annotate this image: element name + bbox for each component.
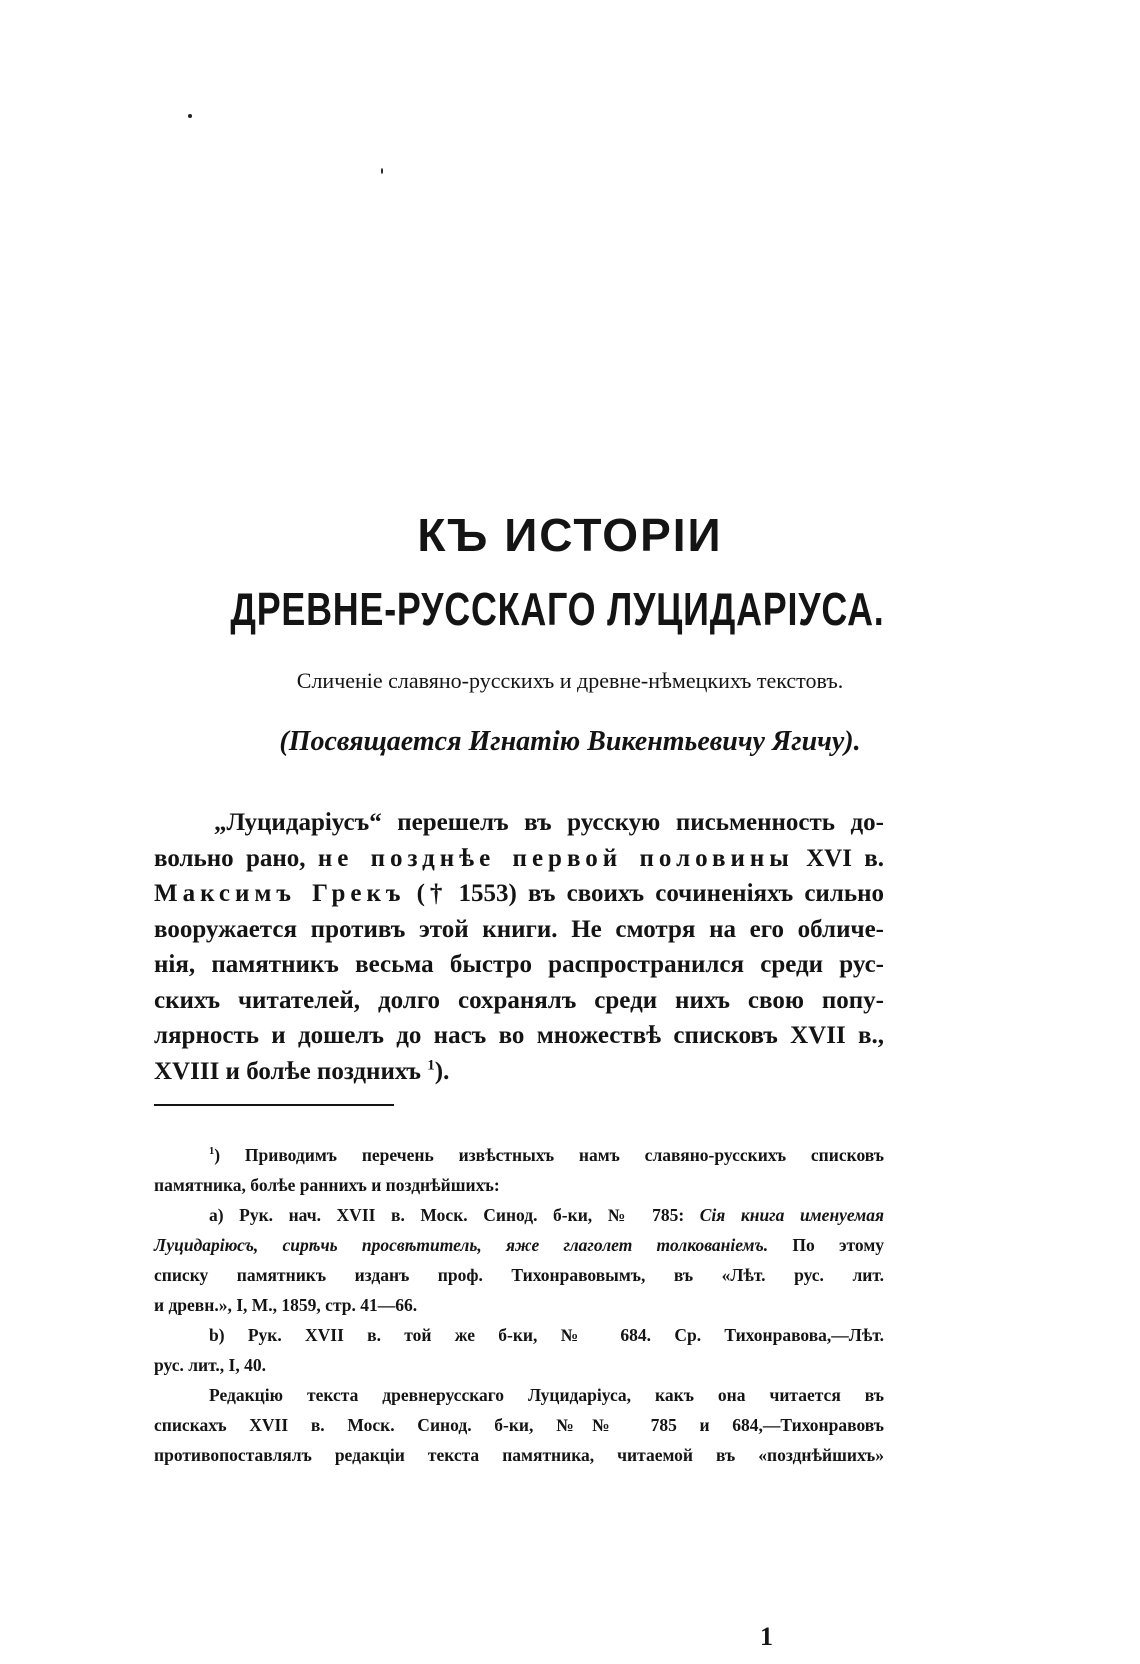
footnote-line: списку памятникъ изданъ проф. Тихонравовымъ, въ «Лѣт. рус. лит. xyxy=(154,1265,884,1285)
body-line: вооружается противъ этой книги. Не смотря на его обличе- xyxy=(154,915,884,943)
body-line-part: вольно рано, xyxy=(154,844,306,872)
body-line xyxy=(154,841,884,877)
footnote-line: спискахъ XVII в. Моск. Синод. б-ки, №№ 785 и 684,—Тихонравовъ xyxy=(154,1415,884,1435)
footnotes xyxy=(154,1140,884,1470)
footnote-line xyxy=(154,1200,884,1230)
page-number: 1 xyxy=(760,1622,773,1651)
body-line xyxy=(154,1054,884,1090)
body-line: нія, памятникъ весьма быстро распространился среди рус- xyxy=(154,951,884,978)
body-line-part: Максимъ Грекъ xyxy=(154,880,406,907)
footnote-line xyxy=(154,1230,884,1260)
footnote-marker: 1 xyxy=(209,1146,215,1158)
body-line: лярность и дошелъ до насъ во множествѣ списковъ XVII в., xyxy=(154,1022,884,1049)
footnote-reference: 1 xyxy=(427,1057,435,1074)
subtitle: Сличеніе славяно-русскихъ и древне-нѣмецкихъ текстовъ. xyxy=(296,668,844,693)
scan-speck xyxy=(188,114,192,118)
body-line-part: ). xyxy=(434,1057,450,1085)
dedication: (Посвящается Игнатію Викентьевичу Ягичу). xyxy=(279,726,861,757)
footnote-line: Редакцію текста древнерусскаго Луцидаріуса, какъ она читается въ xyxy=(209,1385,884,1405)
footnote-line: рус. лит., I, 40. xyxy=(154,1355,266,1375)
footnote-line-part: a) Рук. нач. XVII в. Моск. Синод. б-ки, № 785: xyxy=(209,1205,685,1225)
body-line-part: XVI в. xyxy=(806,844,884,872)
footnote-line xyxy=(154,1140,884,1170)
footnote-line-part: По этому xyxy=(792,1235,885,1255)
footnote-line-part: ) Приводимъ перечень извѣстныхъ намъ славяно-русскихъ списковъ xyxy=(214,1145,884,1165)
footnote-line-part: Сія книга именуемая xyxy=(699,1205,885,1225)
body-line-part: не позднѣе первой половины xyxy=(317,844,794,872)
body-line-part: XVIII и болѣе позднихъ xyxy=(154,1057,421,1085)
footnote-line: и древн.», I, М., 1859, стр. 41—66. xyxy=(154,1295,418,1315)
body-line: скихъ читателей, долго сохранялъ среди нихъ свою попу- xyxy=(154,986,884,1014)
body-line: „Луцидаріусъ“ перешелъ въ русскую письменность до- xyxy=(214,809,884,836)
scan-speck xyxy=(381,168,383,174)
footnote-line: памятника, болѣе раннихъ и позднѣйшихъ: xyxy=(154,1175,500,1195)
title-line-2: ДРЕВНЕ-РУССКАГО ЛУЦИДАРІУСА. xyxy=(230,583,885,635)
footnote-line: b) Рук. XVII в. той же б-ки, № 684. Ср. Тихонравова,—Лѣт. xyxy=(209,1325,884,1345)
footnote-divider xyxy=(154,1104,394,1106)
footnote-line-part: Луцидаріюсъ, сирѣчь просвѣтитель, яже глаголет толкованіемъ. xyxy=(154,1235,769,1255)
body-line-part: († 1553) въ своихъ сочиненіяхъ сильно xyxy=(416,880,884,907)
body-line xyxy=(154,876,884,912)
body-paragraph xyxy=(154,805,884,1089)
footnote-line: противопоставлялъ редакціи текста памятника, читаемой въ «позднѣйшихъ» xyxy=(154,1445,884,1465)
title-line-1: КЪ ИСТОРІИ xyxy=(417,509,723,561)
